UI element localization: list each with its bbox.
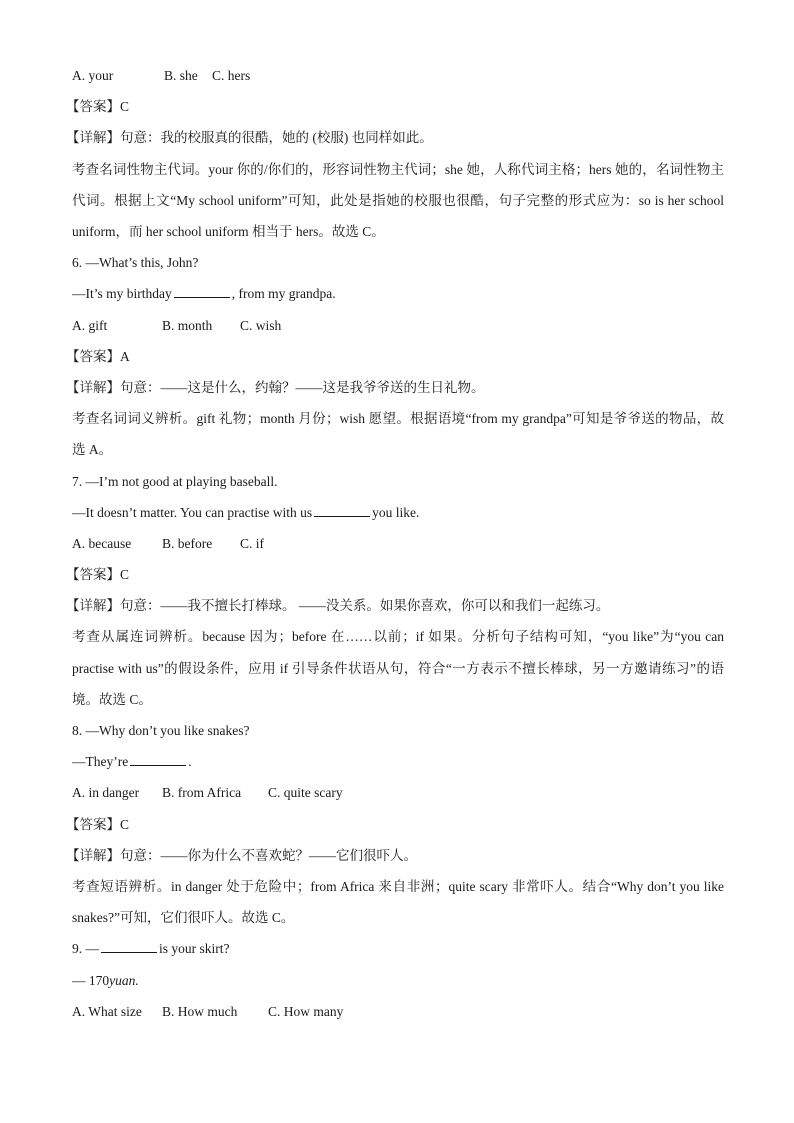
q9-options	[72, 996, 724, 1027]
q7-detail: 【详解】句意：——我不擅长打棒球。 ——没关系。如果你喜欢，你可以和我们一起练习。	[66, 598, 610, 614]
q7-reply-start: —It doesn’t matter. You can practise with us	[72, 504, 313, 520]
q7-question: 7. —I’m not good at playing baseball.	[72, 473, 278, 489]
q6-option-a: A. gift	[72, 317, 108, 333]
q8-detail: 【详解】句意：——你为什么不喜欢蛇？——它们很吓人。	[66, 847, 417, 863]
q7-option-b: B. before	[162, 535, 213, 551]
q9-question	[72, 933, 724, 964]
q5-answer: 【答案】C	[66, 99, 130, 115]
q7-option-c: C. if	[240, 535, 265, 551]
q5-option-c: C. hers	[212, 68, 251, 83]
q8-reply-end: .	[188, 754, 192, 770]
q7-options	[72, 528, 724, 559]
q9-reply-unit: yuan.	[109, 972, 139, 988]
q9-question-start: 9. —	[72, 941, 99, 957]
q9-reply	[72, 965, 724, 996]
q8-option-a: A. in danger	[72, 785, 140, 801]
q7-explanation: 考查从属连词辨析。because 因为；before 在……以前；if 如果。分析句子结构可知，“you like”为“you can practise with us”的假设条件，应用 if 引导条件状语从句，符合“一方表示不擅长棒球，另一方邀请练习”的语境。故选 C。	[72, 629, 724, 707]
q8-options	[72, 777, 724, 808]
q6-answer: 【答案】A	[66, 348, 130, 364]
q8-blank	[130, 753, 186, 766]
q8-explanation: 考查短语辨析。in danger 处于危险中；from Africa 来自非洲；quite scary 非常吓人。结合“Why don’t you like snakes?”可知，它们很吓人。故选 C。	[72, 879, 724, 926]
q9-question-end: is your skirt?	[159, 941, 230, 957]
q7-option-a: A. because	[72, 535, 132, 551]
q8-reply-start: —They’re	[72, 754, 129, 770]
q8-reply	[72, 746, 724, 777]
q5-options	[72, 60, 724, 91]
q9-reply-start: — 170	[72, 972, 110, 988]
document-page	[66, 60, 724, 1027]
q6-option-b: B. month	[162, 317, 213, 333]
q6-reply-end: , from my grandpa.	[231, 286, 336, 302]
q9-option-a: A. What size	[72, 1003, 142, 1019]
q8-option-b: B. from Africa	[162, 785, 242, 801]
q8-question: 8. —Why don’t you like snakes?	[72, 723, 250, 739]
q7-answer: 【答案】C	[66, 567, 130, 583]
q6-reply-start: —It’s my birthday	[72, 286, 172, 302]
q6-detail: 【详解】句意：——这是什么，约翰？——这是我爷爷送的生日礼物。	[66, 379, 485, 395]
q5-option-b: B. she	[164, 68, 198, 83]
q9-option-c: C. How many	[268, 1003, 344, 1019]
q8-option-c: C. quite scary	[268, 785, 343, 801]
q5-explanation: 考查名词性物主代词。your 你的/你们的，形容词性物主代词；she 她，人称代词主格；hers 她的，名词性物主代词。根据上文“My school uniform”可知，此处是指她的校服也很酷，句子完整的形式应为：so is her school uniform，而 her school uniform 相当于 hers。故选 C。	[72, 161, 724, 239]
q6-explanation: 考查名词词义辨析。gift 礼物；month 月份；wish 愿望。根据语境“from my grandpa”可知是爷爷送的物品，故选 A。	[72, 411, 724, 458]
q9-option-b: B. How much	[162, 1003, 238, 1019]
q7-reply	[72, 497, 724, 528]
q9-blank	[101, 940, 157, 953]
q5-detail: 【详解】句意：我的校服真的很酷，她的 (校服) 也同样如此。	[66, 130, 433, 146]
q6-blank	[174, 285, 230, 298]
q6-option-c: C. wish	[240, 317, 282, 333]
q7-blank	[314, 504, 370, 517]
q6-question: 6. —What’s this, John?	[72, 255, 199, 271]
q5-option-a: A. your	[72, 68, 114, 83]
q7-reply-end: you like.	[372, 504, 420, 520]
q6-options	[72, 310, 724, 341]
q8-answer: 【答案】C	[66, 816, 130, 832]
q6-reply	[72, 278, 724, 309]
